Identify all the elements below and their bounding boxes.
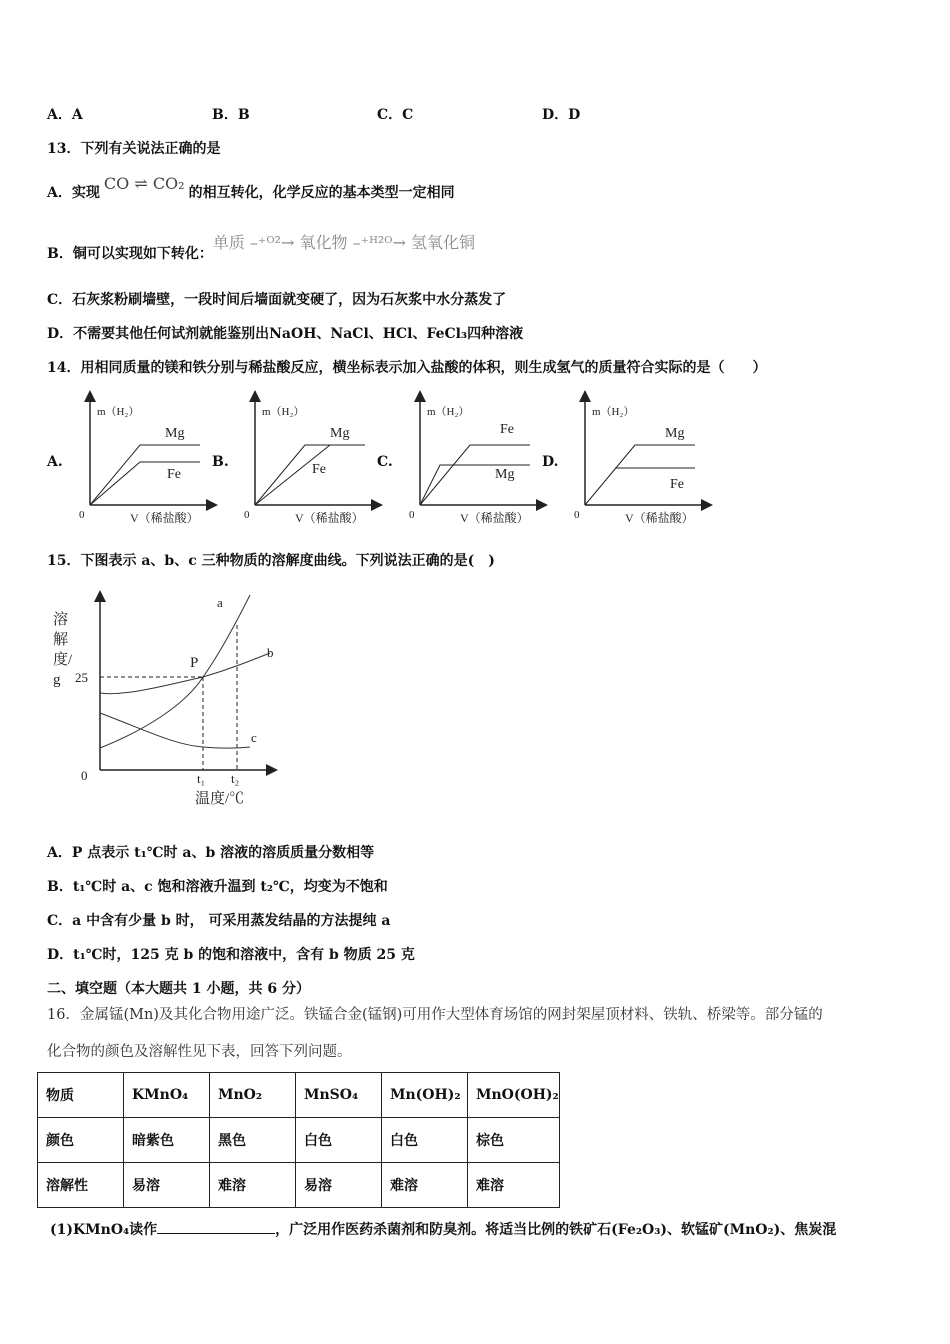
q13-option-c: C．石灰浆粉刷墙壁，一段时间后墙面就变硬了，因为石灰浆中水分蒸发了 [47, 292, 507, 308]
q12-option-a: A．A [47, 107, 83, 123]
q14-stem: 14．用相同质量的镁和铁分别与稀盐酸反应，横坐标表示加入盐酸的体积，则生成氢气的质量符合实际的是（ ） [47, 360, 767, 376]
q14-option-label: B. [212, 454, 229, 470]
curve-a [100, 595, 250, 748]
q15-stem: 15．下图表示 a、b、c 三种物质的溶解度曲线。下列说法正确的是( ) [47, 553, 495, 569]
table-cell: 黑色 [210, 1118, 296, 1163]
table-cell: MnO(OH)₂ [468, 1073, 560, 1118]
table-cell: 溶解性 [38, 1163, 124, 1208]
y-label: m（H₂） [427, 406, 470, 418]
manganese-table [37, 1072, 560, 1208]
y-label: m（H₂） [262, 406, 305, 418]
table-cell: KMnO₄ [124, 1073, 210, 1118]
point-p-label: P [190, 655, 199, 671]
h2-graph [574, 390, 715, 530]
bottom-label: Fe [312, 462, 326, 477]
q13-a-formula: CO ⇌ CO₂ [103, 174, 185, 193]
table-cell: 易溶 [296, 1163, 382, 1208]
solubility-y-axis-label: 溶解度/g [53, 612, 73, 688]
bottom-label: Fe [167, 467, 181, 482]
curve-b [100, 653, 270, 694]
table-cell: 暗紫色 [124, 1118, 210, 1163]
top-label: Mg [665, 426, 685, 441]
curve-c [100, 713, 250, 748]
q13-option-d: D．不需要其他任何试剂就能鉴别出NaOH、NaCl、HCl、FeCl₃四种溶液 [47, 326, 524, 342]
curve-c-label: c [251, 730, 257, 745]
q13-option-b [47, 230, 475, 263]
table-cell: 颜色 [38, 1118, 124, 1163]
sub1-post: ，广泛用作医药杀菌剂和防臭剂。将适当比例的铁矿石(Fe₂O₃)、软锰矿(MnO₂)、焦炭混 [275, 1222, 837, 1238]
curve-b-label: b [267, 645, 274, 660]
q15-option-a: A．P 点表示 t₁℃时 a、b 溶液的溶质质量分数相等 [47, 845, 375, 861]
table-cell: 易溶 [124, 1163, 210, 1208]
top-line [90, 445, 200, 505]
x-label: V（稀盐酸） [625, 511, 694, 525]
table-cell: MnO₂ [210, 1073, 296, 1118]
h2-graph [409, 390, 550, 530]
table-row [38, 1118, 560, 1163]
table-cell: 棕色 [468, 1118, 560, 1163]
curve-a-label: a [217, 595, 223, 610]
q15-option-b: B．t₁℃时 a、c 饱和溶液升温到 t₂℃，均变为不饱和 [47, 879, 388, 895]
bottom-line [90, 462, 200, 505]
q14-option-label: C. [377, 454, 393, 470]
q12-option-b: B．B [212, 107, 250, 123]
table-cell: Mn(OH)₂ [382, 1073, 468, 1118]
table-cell: 难溶 [382, 1163, 468, 1208]
answer-blank[interactable] [157, 1233, 275, 1234]
q15-option-d: D．t₁℃时，125 克 b 的饱和溶液中，含有 b 物质 25 克 [47, 947, 415, 963]
h2-graph [79, 390, 220, 530]
q12-option-d: D．D [542, 107, 581, 123]
top-label: Mg [165, 426, 185, 441]
table-cell: 难溶 [210, 1163, 296, 1208]
bottom-label: Mg [495, 467, 515, 482]
y-tick-25: 25 [75, 670, 88, 685]
t2-label: t₂ [231, 771, 240, 786]
q13-a-post: 的相互转化，化学反应的基本类型一定相同 [188, 185, 455, 201]
q16-line1: 16．金属锰(Mn)及其化合物用途广泛。铁锰合金(锰钢)可用作大型体育场馆的网封架屋顶材料、铁轨、桥梁等。部分锰的 [47, 1007, 823, 1023]
q13-option-a [47, 174, 455, 202]
x-axis-label: 温度/℃ [195, 791, 245, 807]
origin: 0 [244, 509, 250, 521]
top-line [585, 445, 695, 505]
table-cell: 物质 [38, 1073, 124, 1118]
origin-label: 0 [81, 768, 88, 783]
q16-line2: 化合物的颜色及溶解性见下表，回答下列问题。 [47, 1044, 352, 1060]
table-row [38, 1163, 560, 1208]
x-label: V（稀盐酸） [295, 511, 364, 525]
y-label: m（H₂） [97, 406, 140, 418]
section-heading: 二、填空题（本大题共 1 小题，共 6 分） [47, 981, 310, 997]
q16-sub1 [50, 1219, 836, 1239]
q13-a-pre: A．实现 [47, 185, 100, 201]
h2-graph [244, 390, 385, 530]
y-label: m（H₂） [592, 406, 635, 418]
table-row [38, 1073, 560, 1118]
top-label: Fe [500, 422, 514, 437]
q14-option-label: A. [47, 454, 63, 470]
q15-option-c: C．a 中含有少量 b 时， 可采用蒸发结晶的方法提纯 a [47, 913, 391, 929]
origin: 0 [79, 509, 85, 521]
x-label: V（稀盐酸） [130, 511, 199, 525]
t1-label: t₁ [197, 771, 206, 786]
table-cell: 白色 [382, 1118, 468, 1163]
q12-option-c: C．C [377, 107, 414, 123]
table-cell: 白色 [296, 1118, 382, 1163]
bottom-label: Fe [670, 477, 684, 492]
q13-b-scheme: 单质 –⁺ᴼ²→ 氧化物 –⁺ᴴ²ᴼ→ 氢氧化铜 [212, 233, 476, 252]
origin: 0 [574, 509, 580, 521]
top-line [255, 445, 365, 505]
q14-option-label: D. [542, 454, 559, 470]
q13-b-pre: B．铜可以实现如下转化： [47, 246, 213, 262]
top-label: Mg [330, 426, 350, 441]
solubility-chart [45, 585, 285, 815]
origin: 0 [409, 509, 415, 521]
table-cell: MnSO₄ [296, 1073, 382, 1118]
q13-stem: 13．下列有关说法正确的是 [47, 141, 221, 157]
table-cell: 难溶 [468, 1163, 560, 1208]
sub1-pre: (1)KMnO₄读作 [50, 1222, 158, 1238]
x-label: V（稀盐酸） [460, 511, 529, 525]
